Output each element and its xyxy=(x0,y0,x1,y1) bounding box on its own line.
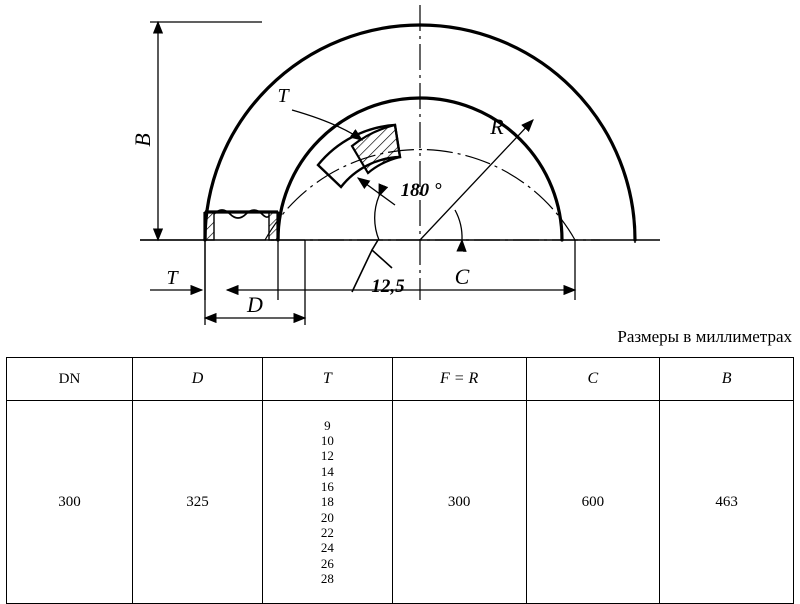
table-header-row xyxy=(7,358,794,401)
label-roughness: 12,5 xyxy=(371,276,405,297)
header-c: C xyxy=(526,358,660,401)
header-t: T xyxy=(262,358,392,401)
label-B: B xyxy=(130,133,155,147)
dimension-B xyxy=(140,22,262,240)
header-d: D xyxy=(133,358,263,401)
t-value: 14 xyxy=(320,463,334,479)
cell-c: 600 xyxy=(526,401,660,604)
t-value: 12 xyxy=(320,448,334,464)
label-angle: 180 ° xyxy=(400,180,442,201)
header-dn: DN xyxy=(7,358,133,401)
cell-t xyxy=(262,401,392,604)
cell-b: 463 xyxy=(660,401,794,604)
header-b: B xyxy=(660,358,794,401)
label-R: R xyxy=(490,114,504,139)
t-value: 28 xyxy=(320,570,334,586)
t-value: 24 xyxy=(320,540,334,556)
t-value: 20 xyxy=(320,509,334,525)
t-value: 16 xyxy=(320,479,334,494)
dimension-angle xyxy=(375,196,462,240)
dimensions-table xyxy=(6,357,794,604)
t-value-list xyxy=(264,418,391,587)
units-note: Размеры в миллиметрах xyxy=(617,327,792,346)
label-D: D xyxy=(247,292,263,317)
label-T-bottom: T xyxy=(166,267,178,289)
leader-wall xyxy=(358,178,395,205)
t-value: 22 xyxy=(320,524,334,540)
t-value: 18 xyxy=(320,494,334,510)
label-C: C xyxy=(454,264,470,289)
cell-f-r: 300 xyxy=(392,401,526,604)
cell-dn: 300 xyxy=(7,401,133,604)
t-value: 9 xyxy=(324,417,331,433)
t-value: 10 xyxy=(320,433,334,449)
table-row xyxy=(7,401,794,604)
cell-d: 325 xyxy=(133,401,263,604)
dimension-C xyxy=(227,240,635,300)
t-value: 26 xyxy=(320,555,334,571)
section-patch xyxy=(318,125,400,187)
label-T-top: T xyxy=(277,85,289,107)
header-f-r: F = R xyxy=(392,358,526,401)
center-lines xyxy=(240,5,600,300)
